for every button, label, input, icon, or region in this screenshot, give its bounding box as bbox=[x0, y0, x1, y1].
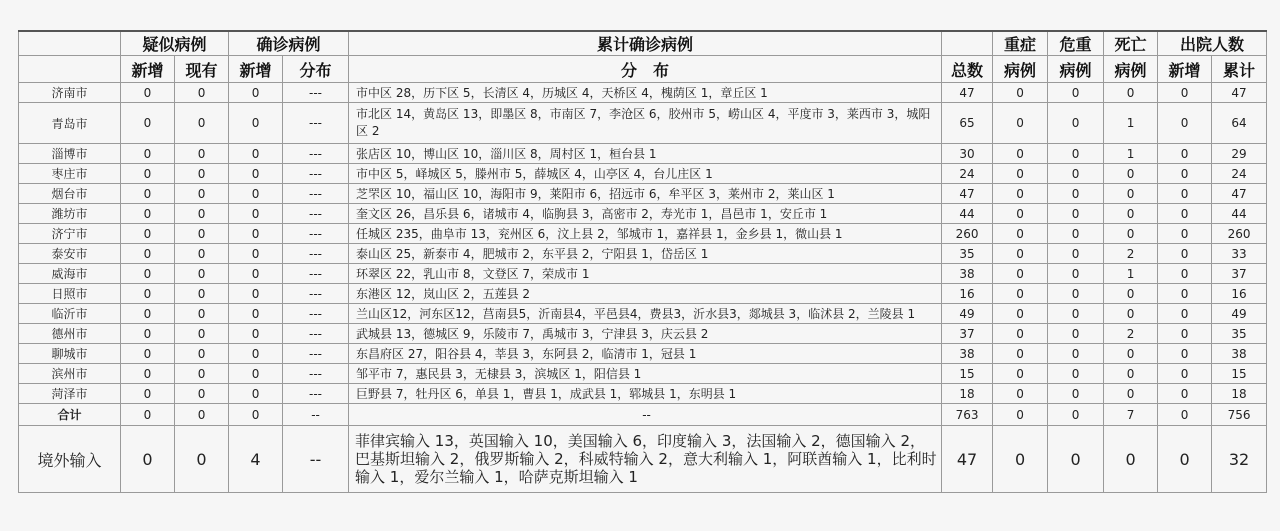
critical-cell: 0 bbox=[1048, 304, 1104, 324]
suspected-new-cell: 0 bbox=[121, 264, 175, 284]
suspected-current-cell: 0 bbox=[175, 264, 229, 284]
city-cell: 日照市 bbox=[19, 284, 121, 304]
death-cell: 1 bbox=[1104, 144, 1158, 164]
discharged-cum-cell: 756 bbox=[1212, 404, 1267, 426]
confirmed-new-cell: 0 bbox=[229, 264, 283, 284]
death-cell: 0 bbox=[1104, 204, 1158, 224]
severe-cell: 0 bbox=[993, 304, 1048, 324]
discharged-new-cell: 0 bbox=[1158, 204, 1212, 224]
death-cell: 2 bbox=[1104, 244, 1158, 264]
death-cell: 0 bbox=[1104, 164, 1158, 184]
total-cell: 18 bbox=[942, 384, 993, 404]
critical-cell: 0 bbox=[1048, 144, 1104, 164]
discharged-new-cell: 0 bbox=[1158, 304, 1212, 324]
total-cell: 47 bbox=[942, 184, 993, 204]
table-row bbox=[19, 304, 1267, 324]
subheader-severe: 病例 bbox=[993, 56, 1048, 83]
discharged-cum-cell: 37 bbox=[1212, 264, 1267, 284]
critical-cell: 0 bbox=[1048, 204, 1104, 224]
suspected-current-cell: 0 bbox=[175, 304, 229, 324]
distribution-cell: 张店区 10，博山区 10，淄川区 8，周村区 1，桓台县 1 bbox=[349, 144, 942, 164]
total-cell: 49 bbox=[942, 304, 993, 324]
total-cell: 260 bbox=[942, 224, 993, 244]
city-cell: 菏泽市 bbox=[19, 384, 121, 404]
total-cell: 37 bbox=[942, 324, 993, 344]
severe-cell: 0 bbox=[993, 103, 1048, 144]
suspected-current-cell: 0 bbox=[175, 244, 229, 264]
suspected-current-cell: 0 bbox=[175, 426, 229, 493]
confirmed-dist-cell: --- bbox=[283, 204, 349, 224]
suspected-current-cell: 0 bbox=[175, 224, 229, 244]
table-row bbox=[19, 164, 1267, 184]
table-row bbox=[19, 284, 1267, 304]
severe-cell: 0 bbox=[993, 364, 1048, 384]
city-cell: 临沂市 bbox=[19, 304, 121, 324]
suspected-new-cell: 0 bbox=[121, 184, 175, 204]
total-cell: 35 bbox=[942, 244, 993, 264]
severe-cell: 0 bbox=[993, 284, 1048, 304]
confirmed-dist-cell: --- bbox=[283, 344, 349, 364]
confirmed-dist-cell: --- bbox=[283, 304, 349, 324]
city-cell: 境外输入 bbox=[19, 426, 121, 493]
city-cell: 济宁市 bbox=[19, 224, 121, 244]
subheader-death: 病例 bbox=[1104, 56, 1158, 83]
subheader-critical: 病例 bbox=[1048, 56, 1104, 83]
table-row bbox=[19, 364, 1267, 384]
confirmed-new-cell: 0 bbox=[229, 364, 283, 384]
suspected-current-cell: 0 bbox=[175, 103, 229, 144]
confirmed-new-cell: 0 bbox=[229, 304, 283, 324]
confirmed-new-cell: 0 bbox=[229, 404, 283, 426]
discharged-cum-cell: 47 bbox=[1212, 184, 1267, 204]
severe-cell: 0 bbox=[993, 344, 1048, 364]
table-row bbox=[19, 324, 1267, 344]
header-death: 死亡 bbox=[1104, 31, 1158, 56]
table-body bbox=[19, 83, 1267, 493]
critical-cell: 0 bbox=[1048, 83, 1104, 103]
discharged-new-cell: 0 bbox=[1158, 103, 1212, 144]
confirmed-dist-cell: --- bbox=[283, 264, 349, 284]
confirmed-dist-cell: --- bbox=[283, 83, 349, 103]
discharged-new-cell: 0 bbox=[1158, 83, 1212, 103]
total-cell: 16 bbox=[942, 284, 993, 304]
report-table-container bbox=[18, 30, 1266, 493]
severe-cell: 0 bbox=[993, 184, 1048, 204]
suspected-current-cell: 0 bbox=[175, 284, 229, 304]
city-cell: 淄博市 bbox=[19, 144, 121, 164]
discharged-new-cell: 0 bbox=[1158, 284, 1212, 304]
suspected-new-cell: 0 bbox=[121, 426, 175, 493]
confirmed-dist-cell: --- bbox=[283, 144, 349, 164]
confirmed-new-cell: 0 bbox=[229, 224, 283, 244]
table-row bbox=[19, 204, 1267, 224]
total-cell: 15 bbox=[942, 364, 993, 384]
subheader-cumulative-dist: 分 布 bbox=[349, 56, 942, 83]
death-cell: 0 bbox=[1104, 184, 1158, 204]
distribution-cell: 市中区 5，峄城区 5，滕州市 5，薛城区 4，山亭区 4，台儿庄区 1 bbox=[349, 164, 942, 184]
distribution-cell: 武城县 13，德城区 9，乐陵市 7，禹城市 3，宁津县 3，庆云县 2 bbox=[349, 324, 942, 344]
header-severe: 重症 bbox=[993, 31, 1048, 56]
critical-cell: 0 bbox=[1048, 244, 1104, 264]
subheader-confirmed-new: 新增 bbox=[229, 56, 283, 83]
discharged-cum-cell: 44 bbox=[1212, 204, 1267, 224]
discharged-cum-cell: 260 bbox=[1212, 224, 1267, 244]
death-cell: 7 bbox=[1104, 404, 1158, 426]
table-row bbox=[19, 426, 1267, 493]
suspected-new-cell: 0 bbox=[121, 244, 175, 264]
discharged-cum-cell: 15 bbox=[1212, 364, 1267, 384]
distribution-cell: 巨野县 7，牡丹区 6，单县 1，曹县 1，成武县 1，郓城县 1，东明县 1 bbox=[349, 384, 942, 404]
table-row bbox=[19, 384, 1267, 404]
subheader-discharged-cum: 累计 bbox=[1212, 56, 1267, 83]
total-cell: 65 bbox=[942, 103, 993, 144]
suspected-current-cell: 0 bbox=[175, 344, 229, 364]
table-row bbox=[19, 224, 1267, 244]
discharged-cum-cell: 24 bbox=[1212, 164, 1267, 184]
suspected-new-cell: 0 bbox=[121, 324, 175, 344]
severe-cell: 0 bbox=[993, 264, 1048, 284]
suspected-current-cell: 0 bbox=[175, 324, 229, 344]
critical-cell: 0 bbox=[1048, 404, 1104, 426]
discharged-cum-cell: 33 bbox=[1212, 244, 1267, 264]
death-cell: 2 bbox=[1104, 324, 1158, 344]
subheader-discharged-new: 新增 bbox=[1158, 56, 1212, 83]
critical-cell: 0 bbox=[1048, 284, 1104, 304]
critical-cell: 0 bbox=[1048, 224, 1104, 244]
discharged-cum-cell: 18 bbox=[1212, 384, 1267, 404]
subheader-confirmed-dist: 分布 bbox=[283, 56, 349, 83]
death-cell: 0 bbox=[1104, 304, 1158, 324]
confirmed-new-cell: 0 bbox=[229, 344, 283, 364]
distribution-cell: 环翠区 22，乳山市 8，文登区 7，荣成市 1 bbox=[349, 264, 942, 284]
table-row bbox=[19, 103, 1267, 144]
severe-cell: 0 bbox=[993, 384, 1048, 404]
critical-cell: 0 bbox=[1048, 103, 1104, 144]
discharged-cum-cell: 47 bbox=[1212, 83, 1267, 103]
discharged-new-cell: 0 bbox=[1158, 184, 1212, 204]
total-cell: 38 bbox=[942, 344, 993, 364]
suspected-current-cell: 0 bbox=[175, 164, 229, 184]
death-cell: 0 bbox=[1104, 83, 1158, 103]
suspected-new-cell: 0 bbox=[121, 204, 175, 224]
death-cell: 0 bbox=[1104, 284, 1158, 304]
confirmed-dist-cell: --- bbox=[283, 164, 349, 184]
total-cell: 38 bbox=[942, 264, 993, 284]
discharged-new-cell: 0 bbox=[1158, 404, 1212, 426]
discharged-new-cell: 0 bbox=[1158, 364, 1212, 384]
suspected-new-cell: 0 bbox=[121, 364, 175, 384]
suspected-current-cell: 0 bbox=[175, 184, 229, 204]
severe-cell: 0 bbox=[993, 164, 1048, 184]
discharged-cum-cell: 49 bbox=[1212, 304, 1267, 324]
header-total-blank bbox=[942, 31, 993, 56]
distribution-cell: 菲律宾输入 13，英国输入 10，美国输入 6，印度输入 3，法国输入 2，德国输入 2，巴基斯坦输入 2，俄罗斯输入 2，科威特输入 2，意大利输入 1，阿联酋输入 1，比利时输入 1，爱尔兰输入 1，哈萨克斯坦输入 1 bbox=[349, 426, 942, 493]
suspected-new-cell: 0 bbox=[121, 144, 175, 164]
distribution-cell: -- bbox=[349, 404, 942, 426]
table-row bbox=[19, 184, 1267, 204]
severe-cell: 0 bbox=[993, 244, 1048, 264]
total-cell: 30 bbox=[942, 144, 993, 164]
severe-cell: 0 bbox=[993, 324, 1048, 344]
confirmed-new-cell: 4 bbox=[229, 426, 283, 493]
confirmed-dist-cell: --- bbox=[283, 364, 349, 384]
discharged-new-cell: 0 bbox=[1158, 426, 1212, 493]
discharged-new-cell: 0 bbox=[1158, 224, 1212, 244]
death-cell: 0 bbox=[1104, 364, 1158, 384]
city-cell: 滨州市 bbox=[19, 364, 121, 384]
total-cell: 47 bbox=[942, 83, 993, 103]
suspected-current-cell: 0 bbox=[175, 364, 229, 384]
city-cell: 威海市 bbox=[19, 264, 121, 284]
distribution-cell: 奎文区 26，昌乐县 6，诸城市 4，临朐县 3，高密市 2，寿光市 1，昌邑市 1，安丘市 1 bbox=[349, 204, 942, 224]
death-cell: 1 bbox=[1104, 264, 1158, 284]
header-suspected: 疑似病例 bbox=[121, 31, 229, 56]
confirmed-new-cell: 0 bbox=[229, 244, 283, 264]
suspected-current-cell: 0 bbox=[175, 83, 229, 103]
header-discharged: 出院人数 bbox=[1158, 31, 1267, 56]
suspected-new-cell: 0 bbox=[121, 164, 175, 184]
suspected-current-cell: 0 bbox=[175, 144, 229, 164]
table-row bbox=[19, 144, 1267, 164]
confirmed-dist-cell: --- bbox=[283, 284, 349, 304]
confirmed-new-cell: 0 bbox=[229, 204, 283, 224]
critical-cell: 0 bbox=[1048, 426, 1104, 493]
confirmed-new-cell: 0 bbox=[229, 164, 283, 184]
confirmed-new-cell: 0 bbox=[229, 284, 283, 304]
header-cumulative: 累计确诊病例 bbox=[349, 31, 942, 56]
city-cell: 枣庄市 bbox=[19, 164, 121, 184]
table-row bbox=[19, 344, 1267, 364]
city-cell: 合计 bbox=[19, 404, 121, 426]
city-cell: 德州市 bbox=[19, 324, 121, 344]
suspected-new-cell: 0 bbox=[121, 103, 175, 144]
death-cell: 0 bbox=[1104, 344, 1158, 364]
table-row bbox=[19, 244, 1267, 264]
severe-cell: 0 bbox=[993, 204, 1048, 224]
city-cell: 潍坊市 bbox=[19, 204, 121, 224]
header-confirmed: 确诊病例 bbox=[229, 31, 349, 56]
discharged-cum-cell: 32 bbox=[1212, 426, 1267, 493]
discharged-cum-cell: 16 bbox=[1212, 284, 1267, 304]
distribution-cell: 芝罘区 10，福山区 10，海阳市 9，莱阳市 6，招远市 6，牟平区 3，莱州市 2，莱山区 1 bbox=[349, 184, 942, 204]
confirmed-new-cell: 0 bbox=[229, 184, 283, 204]
subheader-city-blank bbox=[19, 56, 121, 83]
confirmed-dist-cell: --- bbox=[283, 224, 349, 244]
critical-cell: 0 bbox=[1048, 344, 1104, 364]
city-cell: 烟台市 bbox=[19, 184, 121, 204]
table-row bbox=[19, 404, 1267, 426]
confirmed-dist-cell: -- bbox=[283, 426, 349, 493]
discharged-new-cell: 0 bbox=[1158, 344, 1212, 364]
discharged-new-cell: 0 bbox=[1158, 144, 1212, 164]
confirmed-new-cell: 0 bbox=[229, 83, 283, 103]
suspected-new-cell: 0 bbox=[121, 284, 175, 304]
subheader-suspected-new: 新增 bbox=[121, 56, 175, 83]
table-row bbox=[19, 83, 1267, 103]
confirmed-dist-cell: --- bbox=[283, 244, 349, 264]
discharged-cum-cell: 35 bbox=[1212, 324, 1267, 344]
suspected-new-cell: 0 bbox=[121, 404, 175, 426]
confirmed-new-cell: 0 bbox=[229, 384, 283, 404]
severe-cell: 0 bbox=[993, 224, 1048, 244]
suspected-new-cell: 0 bbox=[121, 344, 175, 364]
suspected-new-cell: 0 bbox=[121, 384, 175, 404]
city-cell: 聊城市 bbox=[19, 344, 121, 364]
severe-cell: 0 bbox=[993, 144, 1048, 164]
total-cell: 44 bbox=[942, 204, 993, 224]
critical-cell: 0 bbox=[1048, 184, 1104, 204]
death-cell: 0 bbox=[1104, 384, 1158, 404]
confirmed-dist-cell: --- bbox=[283, 324, 349, 344]
critical-cell: 0 bbox=[1048, 324, 1104, 344]
discharged-new-cell: 0 bbox=[1158, 164, 1212, 184]
severe-cell: 0 bbox=[993, 404, 1048, 426]
discharged-new-cell: 0 bbox=[1158, 264, 1212, 284]
discharged-new-cell: 0 bbox=[1158, 244, 1212, 264]
subheader-suspected-current: 现有 bbox=[175, 56, 229, 83]
suspected-current-cell: 0 bbox=[175, 404, 229, 426]
critical-cell: 0 bbox=[1048, 264, 1104, 284]
distribution-cell: 东昌府区 27，阳谷县 4，莘县 3，东阿县 2，临清市 1，冠县 1 bbox=[349, 344, 942, 364]
city-cell: 济南市 bbox=[19, 83, 121, 103]
total-cell: 763 bbox=[942, 404, 993, 426]
distribution-cell: 泰山区 25，新泰市 4，肥城市 2，东平县 2，宁阳县 1，岱岳区 1 bbox=[349, 244, 942, 264]
subheader-total: 总数 bbox=[942, 56, 993, 83]
city-cell: 青岛市 bbox=[19, 103, 121, 144]
table-row bbox=[19, 264, 1267, 284]
distribution-cell: 邹平市 7，惠民县 3，无棣县 3，滨城区 1，阳信县 1 bbox=[349, 364, 942, 384]
death-cell: 0 bbox=[1104, 426, 1158, 493]
confirmed-dist-cell: --- bbox=[283, 103, 349, 144]
discharged-cum-cell: 64 bbox=[1212, 103, 1267, 144]
distribution-cell: 任城区 235，曲阜市 13，兖州区 6，汶上县 2，邹城市 1，嘉祥县 1，金乡县 1，微山县 1 bbox=[349, 224, 942, 244]
header-critical: 危重 bbox=[1048, 31, 1104, 56]
discharged-new-cell: 0 bbox=[1158, 384, 1212, 404]
distribution-cell: 东港区 12，岚山区 2，五莲县 2 bbox=[349, 284, 942, 304]
covid-case-table bbox=[18, 30, 1267, 493]
death-cell: 0 bbox=[1104, 224, 1158, 244]
distribution-cell: 市北区 14，黄岛区 13，即墨区 8，市南区 7，李沧区 6，胶州市 5，崂山区 4，平度市 3，莱西市 3，城阳区 2 bbox=[349, 103, 942, 144]
critical-cell: 0 bbox=[1048, 384, 1104, 404]
discharged-cum-cell: 29 bbox=[1212, 144, 1267, 164]
city-cell: 泰安市 bbox=[19, 244, 121, 264]
confirmed-dist-cell: --- bbox=[283, 184, 349, 204]
total-cell: 47 bbox=[942, 426, 993, 493]
header-city-blank bbox=[19, 31, 121, 56]
distribution-cell: 市中区 28，历下区 5，长清区 4，历城区 4，天桥区 4，槐荫区 1，章丘区 1 bbox=[349, 83, 942, 103]
discharged-new-cell: 0 bbox=[1158, 324, 1212, 344]
distribution-cell: 兰山区12，河东区12，莒南县5，沂南县4，平邑县4，费县3，沂水县3，郯城县 3，临沭县 2，兰陵县 1 bbox=[349, 304, 942, 324]
confirmed-new-cell: 0 bbox=[229, 103, 283, 144]
severe-cell: 0 bbox=[993, 83, 1048, 103]
critical-cell: 0 bbox=[1048, 164, 1104, 184]
suspected-current-cell: 0 bbox=[175, 204, 229, 224]
suspected-new-cell: 0 bbox=[121, 304, 175, 324]
discharged-cum-cell: 38 bbox=[1212, 344, 1267, 364]
confirmed-new-cell: 0 bbox=[229, 144, 283, 164]
confirmed-dist-cell: --- bbox=[283, 384, 349, 404]
critical-cell: 0 bbox=[1048, 364, 1104, 384]
suspected-current-cell: 0 bbox=[175, 384, 229, 404]
confirmed-new-cell: 0 bbox=[229, 324, 283, 344]
death-cell: 1 bbox=[1104, 103, 1158, 144]
confirmed-dist-cell: -- bbox=[283, 404, 349, 426]
total-cell: 24 bbox=[942, 164, 993, 184]
suspected-new-cell: 0 bbox=[121, 224, 175, 244]
suspected-new-cell: 0 bbox=[121, 83, 175, 103]
severe-cell: 0 bbox=[993, 426, 1048, 493]
